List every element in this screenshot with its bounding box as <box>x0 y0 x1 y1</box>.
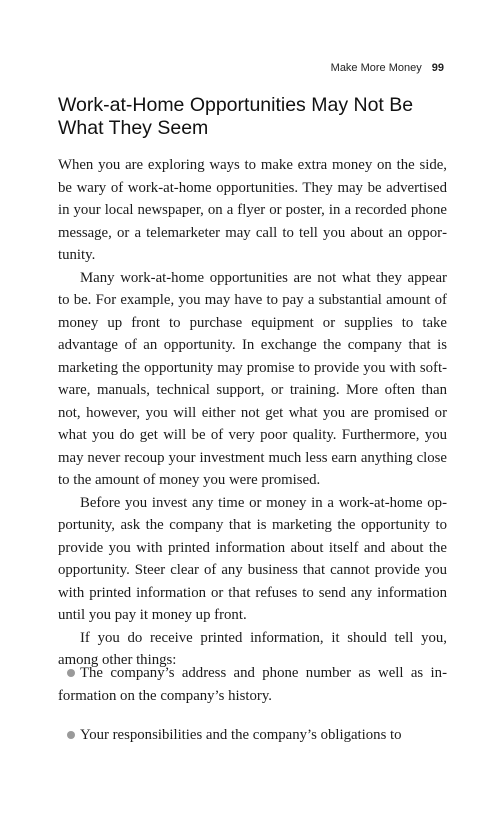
bullet-icon <box>67 731 75 739</box>
paragraph: When you are exploring ways to make extra money on the side, be wary of work-at-home opportunities. They may be advertised in your local newspaper, on a flyer or poster, in a recorded phone message, or a telemarketer may call to tell you about an opportunity. <box>58 157 447 263</box>
running-title: Make More Money <box>330 62 422 74</box>
body-text <box>58 154 447 672</box>
list-item-text: The company’s address and phone number as well as information on the company’s history. <box>58 665 447 704</box>
bullet-list <box>58 662 447 764</box>
section-title: Work-at-Home Opportunities May Not Be What They Seem <box>58 94 414 139</box>
paragraph: Many work-at-home opportunities are not what they appear to be. For example, you may have to pay a substantial amount of money up front to purchase equipment or supplies to take advantage of an opportunity. In exchange the company that is marketing the opportunity may promise to provide you with software, manuals, technical support, or training. More often than not, however, you will either not get what you are promised or what you do get will be of very poor quality. Furthermore, you may never recoup your investment much less earn anything close to the amount of money you were promised. <box>58 269 447 488</box>
bullet-icon <box>67 669 75 677</box>
list-item <box>58 724 447 747</box>
page-number: 99 <box>431 62 444 74</box>
list-item <box>58 662 447 707</box>
running-head <box>331 62 444 74</box>
paragraph: If you do receive printed information, it should tell you, among other things: <box>58 629 447 668</box>
list-item-text: Your responsibilities and the company’s obligations to <box>80 727 402 743</box>
paragraph: Before you invest any time or money in a work-at-home opportunity, ask the company that is marketing the opportunity to provide you with printed information about itself and about the opportunity. Steer clear of any business that cannot provide you with printed information or that refuses to send any information until you pay it money up front. <box>58 494 447 623</box>
